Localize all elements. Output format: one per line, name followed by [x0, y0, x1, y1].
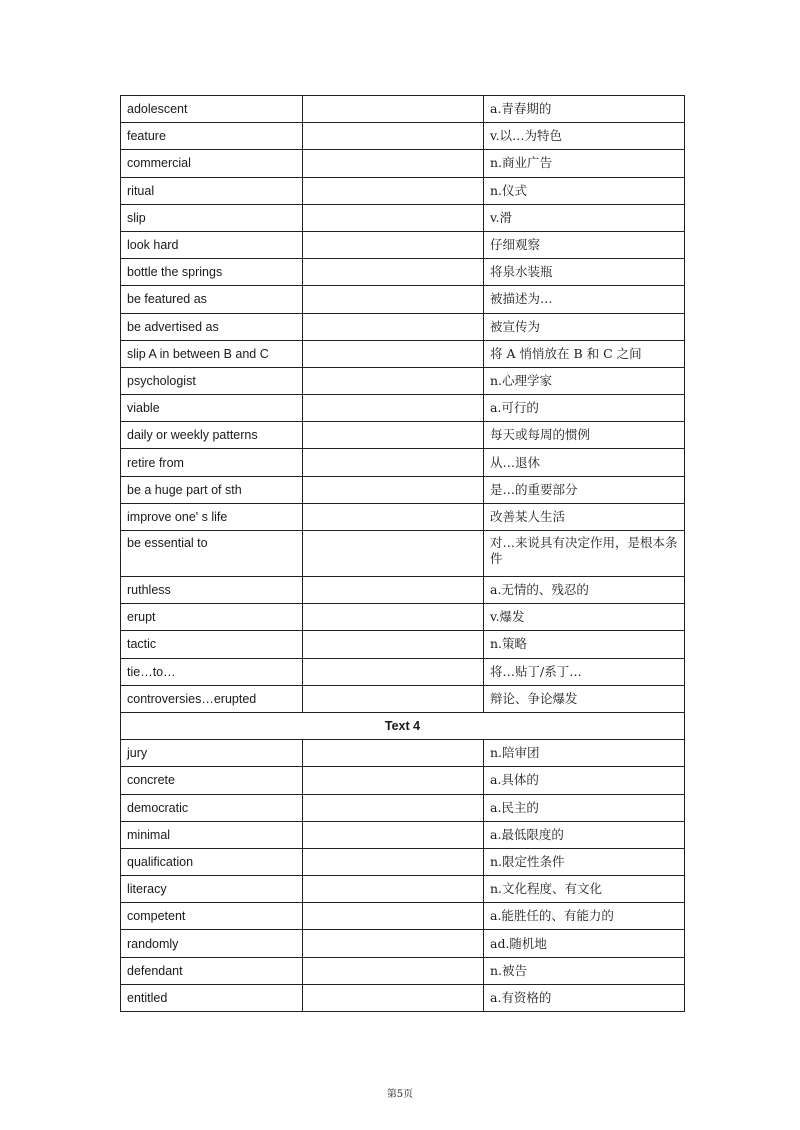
table-row — [121, 204, 685, 231]
table-row — [121, 340, 685, 367]
table-row — [121, 286, 685, 313]
table-row — [121, 631, 685, 658]
word-cell: slip A in between B and C — [121, 340, 303, 367]
meaning-cell: a.能胜任的、有能力的 — [484, 903, 685, 930]
table-row — [121, 930, 685, 957]
table-row — [121, 313, 685, 340]
table-row — [121, 503, 685, 530]
word-cell: entitled — [121, 984, 303, 1011]
blank-cell — [303, 313, 484, 340]
table-row — [121, 231, 685, 258]
word-cell: democratic — [121, 794, 303, 821]
meaning-cell: 将 A 悄悄放在 B 和 C 之间 — [484, 340, 685, 367]
table-row — [121, 685, 685, 712]
page-number: 第5页 — [386, 1089, 414, 1100]
blank-cell — [303, 930, 484, 957]
meaning-cell: n.心理学家 — [484, 367, 685, 394]
word-cell: competent — [121, 903, 303, 930]
word-cell: tactic — [121, 631, 303, 658]
meaning-cell: 对…来说具有决定作用，是根本条件 — [484, 531, 685, 577]
meaning-cell: a.有资格的 — [484, 984, 685, 1011]
blank-cell — [303, 577, 484, 604]
meaning-cell: 每天或每周的惯例 — [484, 422, 685, 449]
table-row — [121, 957, 685, 984]
meaning-cell: n.商业广告 — [484, 150, 685, 177]
meaning-cell: n.被告 — [484, 957, 685, 984]
table-row — [121, 658, 685, 685]
table-row — [121, 150, 685, 177]
table-row — [121, 876, 685, 903]
meaning-cell: n.限定性条件 — [484, 848, 685, 875]
table-row — [121, 96, 685, 123]
meaning-cell: a.青春期的 — [484, 96, 685, 123]
meaning-cell: v.爆发 — [484, 604, 685, 631]
meaning-cell: n.策略 — [484, 631, 685, 658]
word-cell: randomly — [121, 930, 303, 957]
word-cell: look hard — [121, 231, 303, 258]
word-cell: be featured as — [121, 286, 303, 313]
blank-cell — [303, 984, 484, 1011]
meaning-cell: 被宣传为 — [484, 313, 685, 340]
word-cell: slip — [121, 204, 303, 231]
meaning-cell: a.无情的、残忍的 — [484, 577, 685, 604]
meaning-cell: ad.随机地 — [484, 930, 685, 957]
table-row — [121, 984, 685, 1011]
blank-cell — [303, 449, 484, 476]
blank-cell — [303, 204, 484, 231]
blank-cell — [303, 150, 484, 177]
table-row — [121, 794, 685, 821]
word-cell: commercial — [121, 150, 303, 177]
blank-cell — [303, 177, 484, 204]
word-cell: concrete — [121, 767, 303, 794]
meaning-cell: n.文化程度、有文化 — [484, 876, 685, 903]
table-row — [121, 740, 685, 767]
table-row — [121, 123, 685, 150]
blank-cell — [303, 794, 484, 821]
word-cell: qualification — [121, 848, 303, 875]
blank-cell — [303, 422, 484, 449]
meaning-cell: v.滑 — [484, 204, 685, 231]
word-cell: daily or weekly patterns — [121, 422, 303, 449]
meaning-cell: 被描述为… — [484, 286, 685, 313]
blank-cell — [303, 96, 484, 123]
word-cell: psychologist — [121, 367, 303, 394]
meaning-cell: 将…贴丁/系丁… — [484, 658, 685, 685]
blank-cell — [303, 685, 484, 712]
meaning-cell: n.仪式 — [484, 177, 685, 204]
vocabulary-table-body — [121, 96, 685, 1012]
blank-cell — [303, 631, 484, 658]
table-row — [121, 395, 685, 422]
blank-cell — [303, 286, 484, 313]
table-row — [121, 449, 685, 476]
blank-cell — [303, 658, 484, 685]
meaning-cell: 是…的重要部分 — [484, 476, 685, 503]
blank-cell — [303, 231, 484, 258]
meaning-cell: 将泉水装瓶 — [484, 259, 685, 286]
word-cell: tie…to… — [121, 658, 303, 685]
word-cell: ruthless — [121, 577, 303, 604]
blank-cell — [303, 395, 484, 422]
meaning-cell: 从…退休 — [484, 449, 685, 476]
table-row — [121, 604, 685, 631]
table-row — [121, 259, 685, 286]
table-row — [121, 422, 685, 449]
blank-cell — [303, 740, 484, 767]
word-cell: adolescent — [121, 96, 303, 123]
word-cell: retire from — [121, 449, 303, 476]
blank-cell — [303, 531, 484, 577]
table-row — [121, 767, 685, 794]
table-row — [121, 821, 685, 848]
word-cell: literacy — [121, 876, 303, 903]
table-row — [121, 903, 685, 930]
blank-cell — [303, 476, 484, 503]
blank-cell — [303, 123, 484, 150]
word-cell: jury — [121, 740, 303, 767]
meaning-cell: a.最低限度的 — [484, 821, 685, 848]
blank-cell — [303, 957, 484, 984]
table-row — [121, 848, 685, 875]
word-cell: improve one' s life — [121, 503, 303, 530]
word-cell: controversies…erupted — [121, 685, 303, 712]
table-row — [121, 177, 685, 204]
word-cell: minimal — [121, 821, 303, 848]
meaning-cell: 改善某人生活 — [484, 503, 685, 530]
section-header-row — [121, 712, 685, 739]
meaning-cell: 辩论、争论爆发 — [484, 685, 685, 712]
blank-cell — [303, 767, 484, 794]
blank-cell — [303, 259, 484, 286]
blank-cell — [303, 848, 484, 875]
blank-cell — [303, 503, 484, 530]
blank-cell — [303, 367, 484, 394]
section-title: Text 4 — [121, 712, 685, 739]
meaning-cell: a.可行的 — [484, 395, 685, 422]
word-cell: be essential to — [121, 531, 303, 577]
word-cell: be a huge part of sth — [121, 476, 303, 503]
meaning-cell: a.具体的 — [484, 767, 685, 794]
word-cell: defendant — [121, 957, 303, 984]
word-cell: bottle the springs — [121, 259, 303, 286]
table-row — [121, 367, 685, 394]
table-row — [121, 577, 685, 604]
meaning-cell: v.以…为特色 — [484, 123, 685, 150]
meaning-cell: 仔细观察 — [484, 231, 685, 258]
blank-cell — [303, 876, 484, 903]
word-cell: be advertised as — [121, 313, 303, 340]
blank-cell — [303, 604, 484, 631]
word-cell: ritual — [121, 177, 303, 204]
meaning-cell: a.民主的 — [484, 794, 685, 821]
blank-cell — [303, 340, 484, 367]
blank-cell — [303, 821, 484, 848]
vocabulary-table — [120, 95, 685, 1012]
word-cell: viable — [121, 395, 303, 422]
table-row — [121, 476, 685, 503]
table-row — [121, 531, 685, 577]
word-cell: erupt — [121, 604, 303, 631]
word-cell: feature — [121, 123, 303, 150]
blank-cell — [303, 903, 484, 930]
meaning-cell: n.陪审团 — [484, 740, 685, 767]
